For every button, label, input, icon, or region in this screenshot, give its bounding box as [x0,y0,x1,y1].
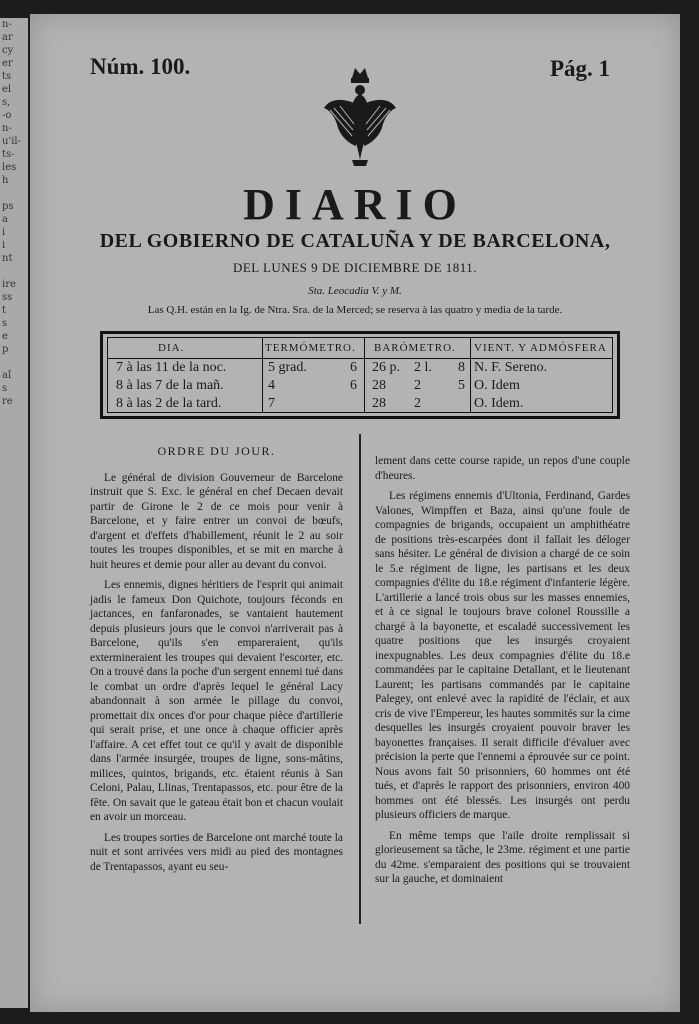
margin-fragment: s [2,383,8,394]
margin-fragment: ts- [2,149,15,160]
margin-fragment: p [2,344,9,355]
weather-cell-viento: O. Idem [474,378,520,393]
page-number: Pág. 1 [550,56,611,81]
margin-fragment [2,265,28,278]
margin-fragment: i [2,227,6,238]
newspaper-title: DIARIO [243,180,467,229]
weather-cell-dia: 8 à las 7 de la mañ. [116,378,224,393]
margin-fragment: aî [2,370,12,381]
adjacent-page-edge [0,18,28,1008]
header-barometro: BARÓMETRO. [374,342,456,354]
paragraph: Les ennemis, dignes héritiers de l'esprit qui animait jadis le fameux Don Quichote, toujours féconds en jactances, en fanfaronades, se vantaient hautement depuis plusieurs jours que le convoi n'arriverait pas à Barcelone, qu'ils s'en empareraient, qu'ils extermineraient les troupes qui devaient l'escorter, etc. On a trouvé dans la poche d'un sergent ennemi tué dans le combat un ordre d'après lequel le général Lacy abandonnait à son armée le pillage du convoi, promettait dix onces d'or pour chaque pièce d'artillerie qui serait prise, et une once à chaque officier après l'affaire. A cet effet tout ce qu'il y avait de disponible dans l'armée insurgée, troupes de ligne, sons-mâtins, milices, quintos, brigands, etc. étaient réunis à San Celoni, Palau, Llinas, Trentapassos, etc. pour être de la fête. On savait que le gateau était bon et chacun voulait en avoir un morceau. [90,579,343,823]
column-divider [364,338,365,412]
weather-header-rule [108,358,612,359]
margin-fragment: ar [2,32,13,43]
weather-table-inner [107,337,613,413]
newspaper-subtitle: DEL GOBIERNO DE CATALUÑA Y DE BARCELONA, [99,230,611,252]
saint-of-day: Sta. Leocadia V. y M. [308,285,402,297]
margin-fragment: el [2,84,12,95]
paragraph: Les troupes sorties de Barcelone ont marché toute la nuit et sont arrivées vers midi au pied des montagnes de Trentapassos, ayant eu seu- [90,831,343,873]
header-termometro: TERMÓMETRO. [265,342,356,354]
weather-cell-baro2: 2 [414,396,421,411]
margin-fragment: ss [2,292,13,303]
column-divider [262,338,263,412]
weather-cell-viento: N. F. Sereno. [474,360,548,375]
article-left-column [90,442,343,880]
margin-fragment [2,187,28,200]
margin-fragment: e [2,331,8,342]
paragraph: lement dans cette course rapide, un repos d'une couple d'heures. [375,455,630,482]
weather-cell-term: 7 [268,396,275,411]
margin-fragment: les [2,162,17,173]
article-right-column [375,454,630,893]
weather-cell-baro3: 5 [458,378,465,393]
weather-cell-term: 5 grad. [268,360,307,375]
margin-fragment: s, [2,97,11,108]
header-dia: DIA. [158,342,185,354]
margin-fragment: ps [2,201,14,212]
margin-fragment: er [2,58,13,69]
margin-fragment: n- [2,19,12,30]
paragraph: Le général de division Gouverneur de Barcelone instruit que S. Exc. le général en chef Decaen devait partir de Girone le 2 de ce mois pour venir à Barcelone, et y faire entrer un convoi de bœufs, d'argent et d'effets d'habillement, réunit le 2 au soir toutes les troupes disponibles, et se mit en marche à huit heures et demie pour aller au devant du convoi. [90,471,343,571]
header-viento: VIENT. Y ADMÓSFERA [474,342,607,354]
weather-cell-dia: 7 à las 11 de la noc. [116,360,227,375]
weather-cell-baro: 28 [372,378,386,393]
weather-cell-term2: 6 [350,378,357,393]
weather-cell-term2: 6 [350,360,357,375]
margin-fragment: nt [2,253,13,264]
margin-fragment: i [2,240,6,251]
weather-cell-baro2: 2 l. [414,360,432,375]
imperial-eagle-emblem [322,64,398,168]
margin-fragment: t [2,305,7,316]
paragraph: En même temps que l'aile droite remplissait si glorieusement sa tâche, le 23me. régiment et une partie du 42me. s'emparaient des positions qui se trouvaient sur la gauche, et dominaient [375,829,630,885]
paragraph: Les régimens ennemis d'Ultonia, Ferdinand, Gardes Valones, Wimpffen et Baza, ainsi qu'une foule de compagnies de brigands, occupaient un amphithéatre de positions très-escarpées dont il fallait les déloger sans hésiter. Le général de division a chargé de ce soin le 5.e régiment de ligne, les partisans et les deux compagnies d'élite du 18.e régiment d'infanterie légère. L'artillerie a lancé trois obus sur les masses ennemies, et à ce signal le toujours brave colonel Roussille a chargé à la bayonette, et escaladé successivement les quatre positions que les insurgés croyaient inexpugnables. Les deux compagnies d'élite du 18.e commandées par le capitaine Detallant, et le lieutenant Laurent; les partisans commandés par le capitaine Palegey, ont enlevé avec la rapidité de l'éclair, et aux cris de vive l'Empereur, les hautes sommités sur la cime desquelles les insurgés croyaient pouvoir braver les bayonettes françaises. Il serait difficile d'évaluer avec précision la perte que l'ennemi a éprouvée sur ce point. Nous avons fait 50 prisonniers, 60 hommes ont été tués, et d'après le rapport des prisonniers, environ 400 hommes ont été blessés. Les insurgés ont perdu plusieurs officiers de marque. [375,490,630,821]
weather-cell-baro3: 8 [458,360,465,375]
article-heading: ORDRE DU JOUR. [157,444,276,458]
margin-fragment: ts [2,71,12,82]
weather-table [100,331,620,419]
issue-date: DEL LUNES 9 DE DICIEMBRE DE 1811. [232,260,478,275]
weather-cell-dia: 8 à las 2 de la tard. [116,396,222,411]
margin-fragment [2,356,28,369]
weather-cell-viento: O. Idem. [474,396,524,411]
issue-number: Núm. 100. [90,54,191,79]
column-divider [470,338,471,412]
weather-cell-baro: 28 [372,396,386,411]
weather-cell-baro2: 2 [414,378,421,393]
margin-fragment: n- [2,123,12,134]
margin-fragment: ire [2,279,16,290]
margin-fragment: s [2,318,8,329]
margin-fragment: re [2,396,13,407]
margin-fragment: -o [2,110,12,121]
margin-fragment: u'il- [2,136,21,147]
margin-fragment: cy [2,45,14,56]
margin-fragment: h [2,175,9,186]
column-divider-rule [359,434,361,924]
newspaper-page [30,14,680,1012]
weather-cell-term: 4 [268,378,275,393]
margin-fragment: a [2,214,8,225]
church-notice: Las Q.H. están en la Ig. de Ntra. Sra. de la Merced; se reserva à las quatro y media de la tarde. [147,304,563,316]
weather-cell-baro: 26 p. [372,360,400,375]
